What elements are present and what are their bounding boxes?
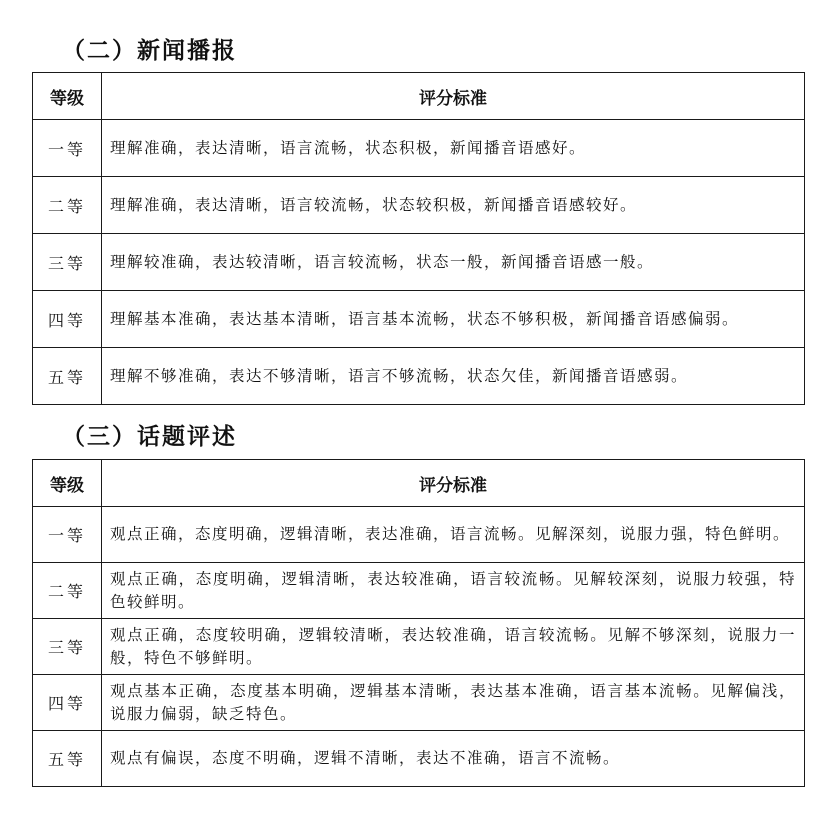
grade-cell: 一等: [33, 507, 102, 563]
header-grade: 等级: [33, 73, 102, 120]
header-criteria: 评分标准: [102, 460, 805, 507]
table-row: [33, 177, 805, 234]
table-header-row: [33, 73, 805, 120]
table-row: [33, 619, 805, 675]
criteria-cell: 观点正确，态度明确，逻辑清晰，表达较准确，语言较流畅。见解较深刻，说服力较强，特色较鲜明。: [102, 563, 805, 619]
header-grade: 等级: [33, 460, 102, 507]
criteria-cell: 观点正确，态度较明确，逻辑较清晰，表达较准确，语言较流畅。见解不够深刻，说服力一般，特色不够鲜明。: [102, 619, 805, 675]
criteria-cell: 理解准确，表达清晰，语言流畅，状态积极，新闻播音语感好。: [102, 120, 805, 177]
criteria-cell: 理解准确，表达清晰，语言较流畅，状态较积极，新闻播音语感较好。: [102, 177, 805, 234]
criteria-cell: 理解基本准确，表达基本清晰，语言基本流畅，状态不够积极，新闻播音语感偏弱。: [102, 291, 805, 348]
criteria-cell: 观点基本正确，态度基本明确，逻辑基本清晰，表达基本准确，语言基本流畅。见解偏浅，说服力偏弱，缺乏特色。: [102, 675, 805, 731]
news-broadcast-table: [32, 72, 805, 405]
grade-cell: 三等: [33, 234, 102, 291]
criteria-cell: 观点正确，态度明确，逻辑清晰，表达准确，语言流畅。见解深刻，说服力强，特色鲜明。: [102, 507, 805, 563]
section-title-topic-commentary: （三）话题评述: [62, 424, 237, 450]
topic-commentary-table: [32, 459, 805, 787]
header-criteria: 评分标准: [102, 73, 805, 120]
table-row: [33, 731, 805, 787]
grade-cell: 三等: [33, 619, 102, 675]
table-row: [33, 563, 805, 619]
grade-cell: 四等: [33, 675, 102, 731]
criteria-cell: 理解不够准确，表达不够清晰，语言不够流畅，状态欠佳，新闻播音语感弱。: [102, 348, 805, 405]
criteria-cell: 观点有偏误，态度不明确，逻辑不清晰，表达不准确，语言不流畅。: [102, 731, 805, 787]
table-row: [33, 234, 805, 291]
table-row: [33, 507, 805, 563]
criteria-cell: 理解较准确，表达较清晰，语言较流畅，状态一般，新闻播音语感一般。: [102, 234, 805, 291]
grade-cell: 四等: [33, 291, 102, 348]
grade-cell: 一等: [33, 120, 102, 177]
table-row: [33, 348, 805, 405]
table-header-row: [33, 460, 805, 507]
section-title-news-broadcast: （二）新闻播报: [62, 38, 237, 64]
grade-cell: 二等: [33, 177, 102, 234]
table-row: [33, 291, 805, 348]
grade-cell: 五等: [33, 731, 102, 787]
table-row: [33, 120, 805, 177]
grade-cell: 五等: [33, 348, 102, 405]
grade-cell: 二等: [33, 563, 102, 619]
table-row: [33, 675, 805, 731]
